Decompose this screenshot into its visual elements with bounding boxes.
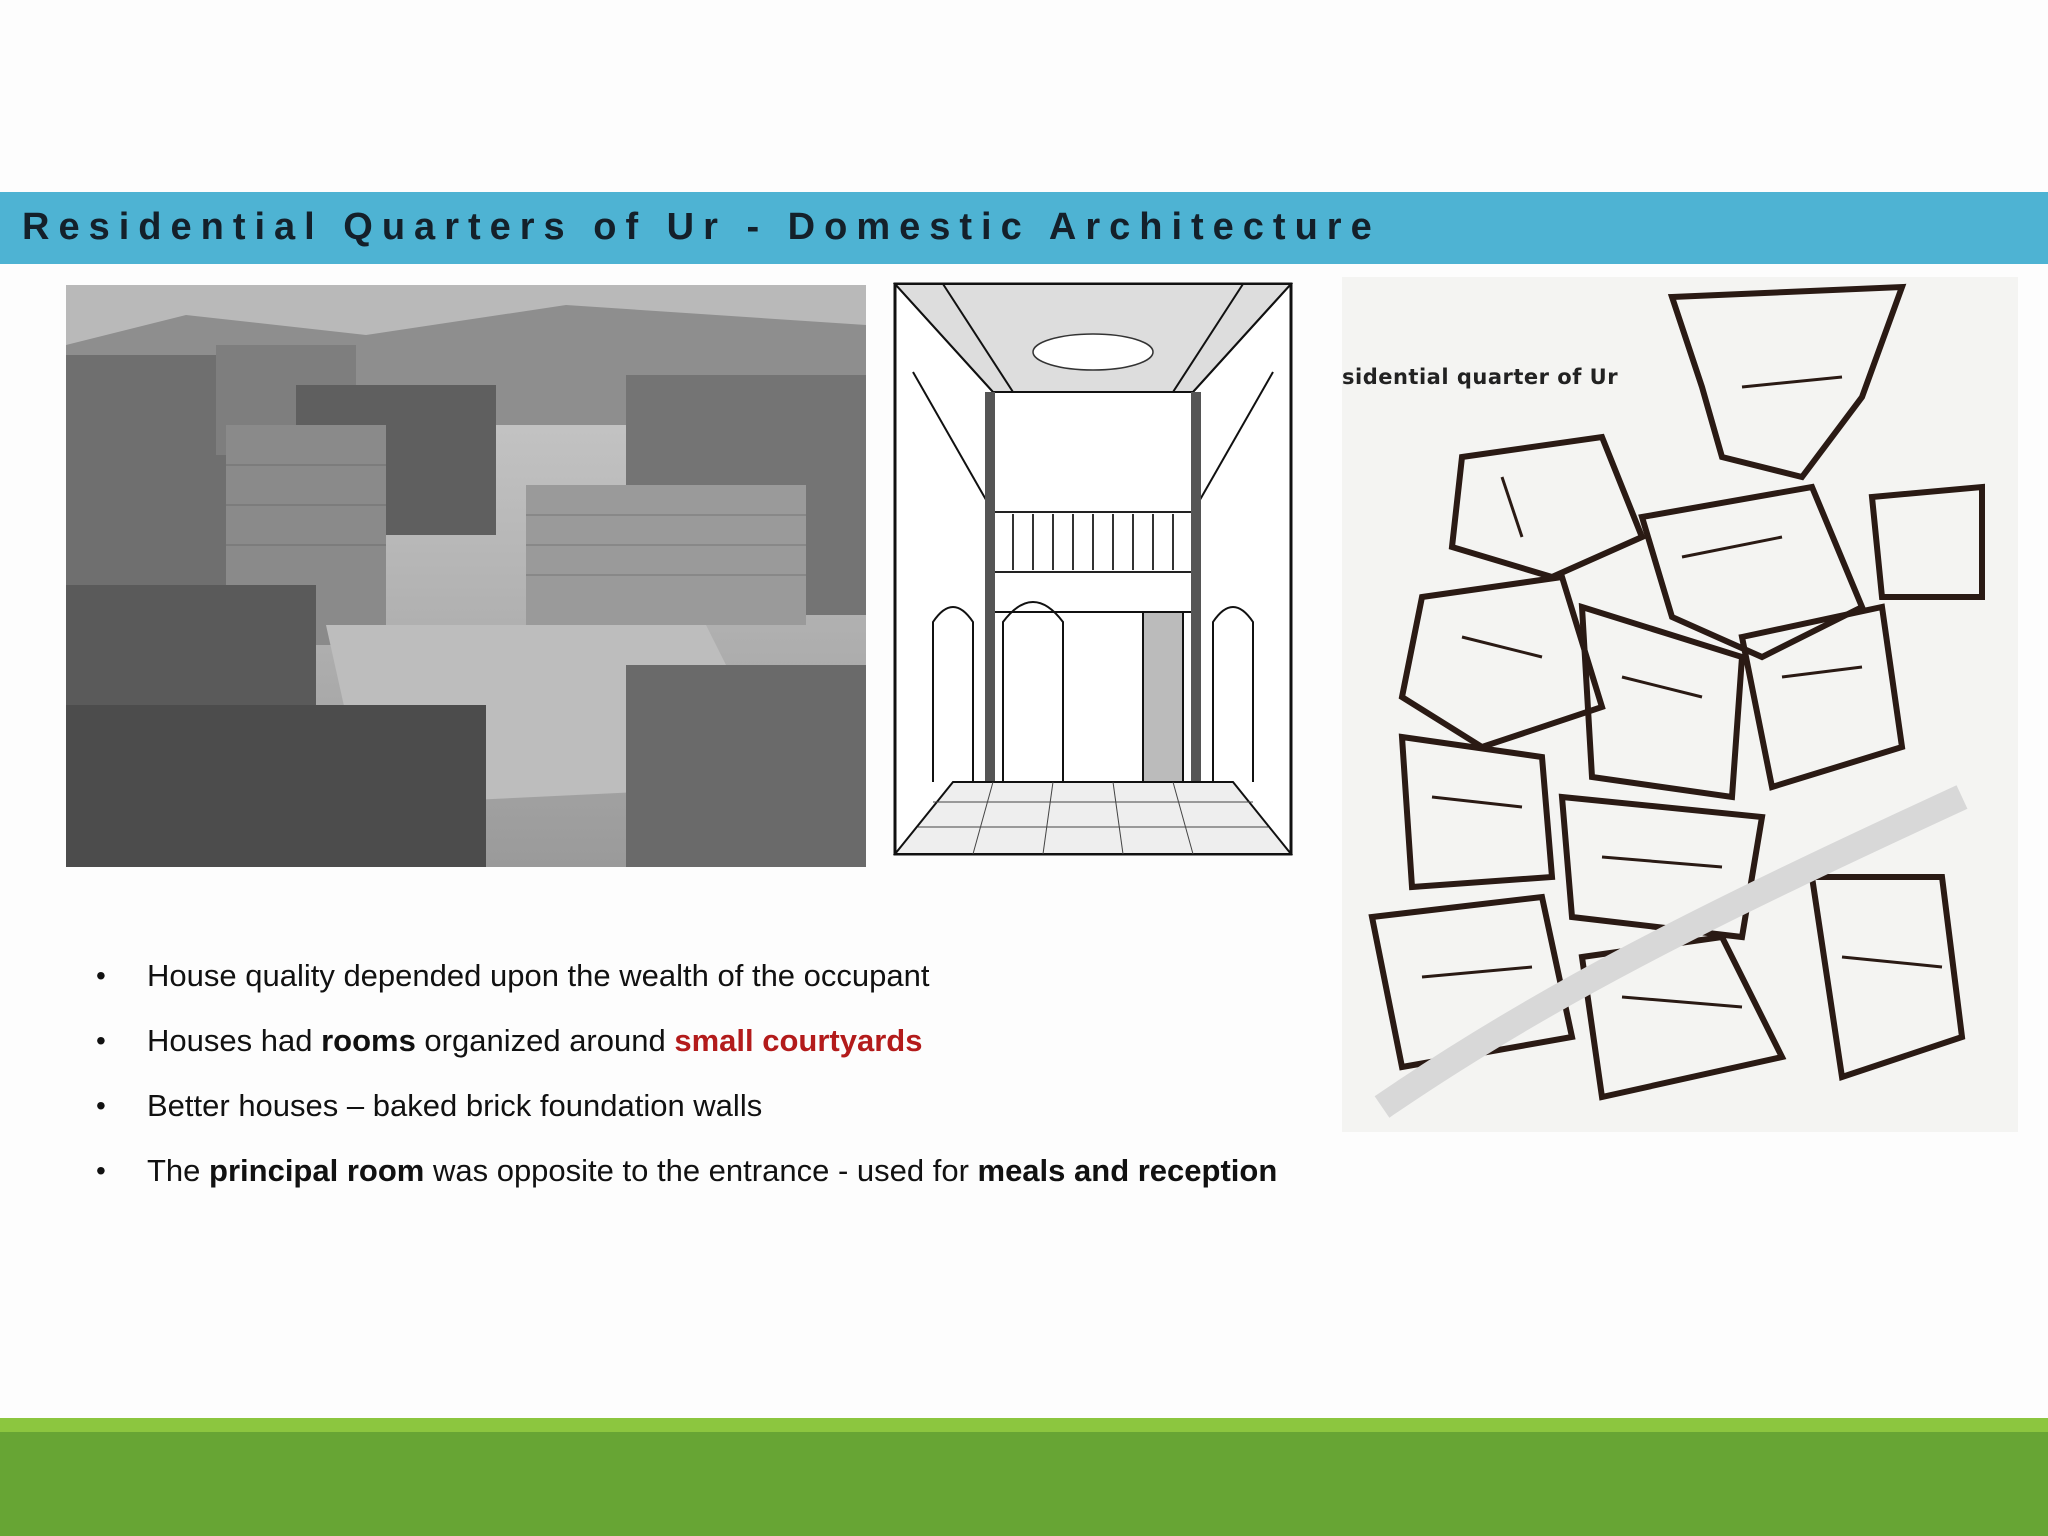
courtyard-house-drawing-icon <box>893 282 1293 856</box>
bullet-text: The <box>147 1153 210 1188</box>
bullet-item <box>96 1021 1356 1086</box>
bullet-dot: • <box>96 1025 106 1056</box>
bullet-dot: • <box>96 1155 106 1186</box>
bullet-item <box>96 956 1356 1021</box>
courtyard-house-drawing <box>893 282 1293 856</box>
footer-band <box>0 1432 2048 1536</box>
bullet-dot: • <box>96 960 106 991</box>
bullet-emphasis: rooms <box>321 1023 416 1058</box>
bullet-text: House quality depended upon the wealth of the occupant <box>147 958 930 993</box>
plan-caption: sidential quarter of Ur <box>1342 365 1619 389</box>
bullet-text: was opposite to the entrance - used for <box>424 1153 978 1188</box>
excavation-photo-icon <box>66 285 866 867</box>
bullet-dot: • <box>96 1090 106 1121</box>
bullet-emphasis: meals and reception <box>977 1153 1278 1188</box>
bullet-item <box>96 1086 1356 1151</box>
bullet-item <box>96 1151 1356 1216</box>
residential-quarter-plan-icon <box>1342 277 2018 1132</box>
residential-quarter-plan <box>1342 277 2018 1132</box>
bullet-text: Better houses – baked brick foundation walls <box>147 1088 763 1123</box>
bullet-text: Houses had <box>147 1023 322 1058</box>
footer-accent-line <box>0 1418 2048 1432</box>
title-bar <box>0 192 2048 264</box>
bullet-text: organized around <box>415 1023 675 1058</box>
bullet-emphasis: principal room <box>209 1153 425 1188</box>
excavation-photo <box>66 285 866 867</box>
bullet-list <box>96 956 1356 1216</box>
slide-title: Residential Quarters of Ur - Domestic Architecture <box>22 206 1381 248</box>
bullet-highlight: small courtyards <box>674 1023 923 1058</box>
